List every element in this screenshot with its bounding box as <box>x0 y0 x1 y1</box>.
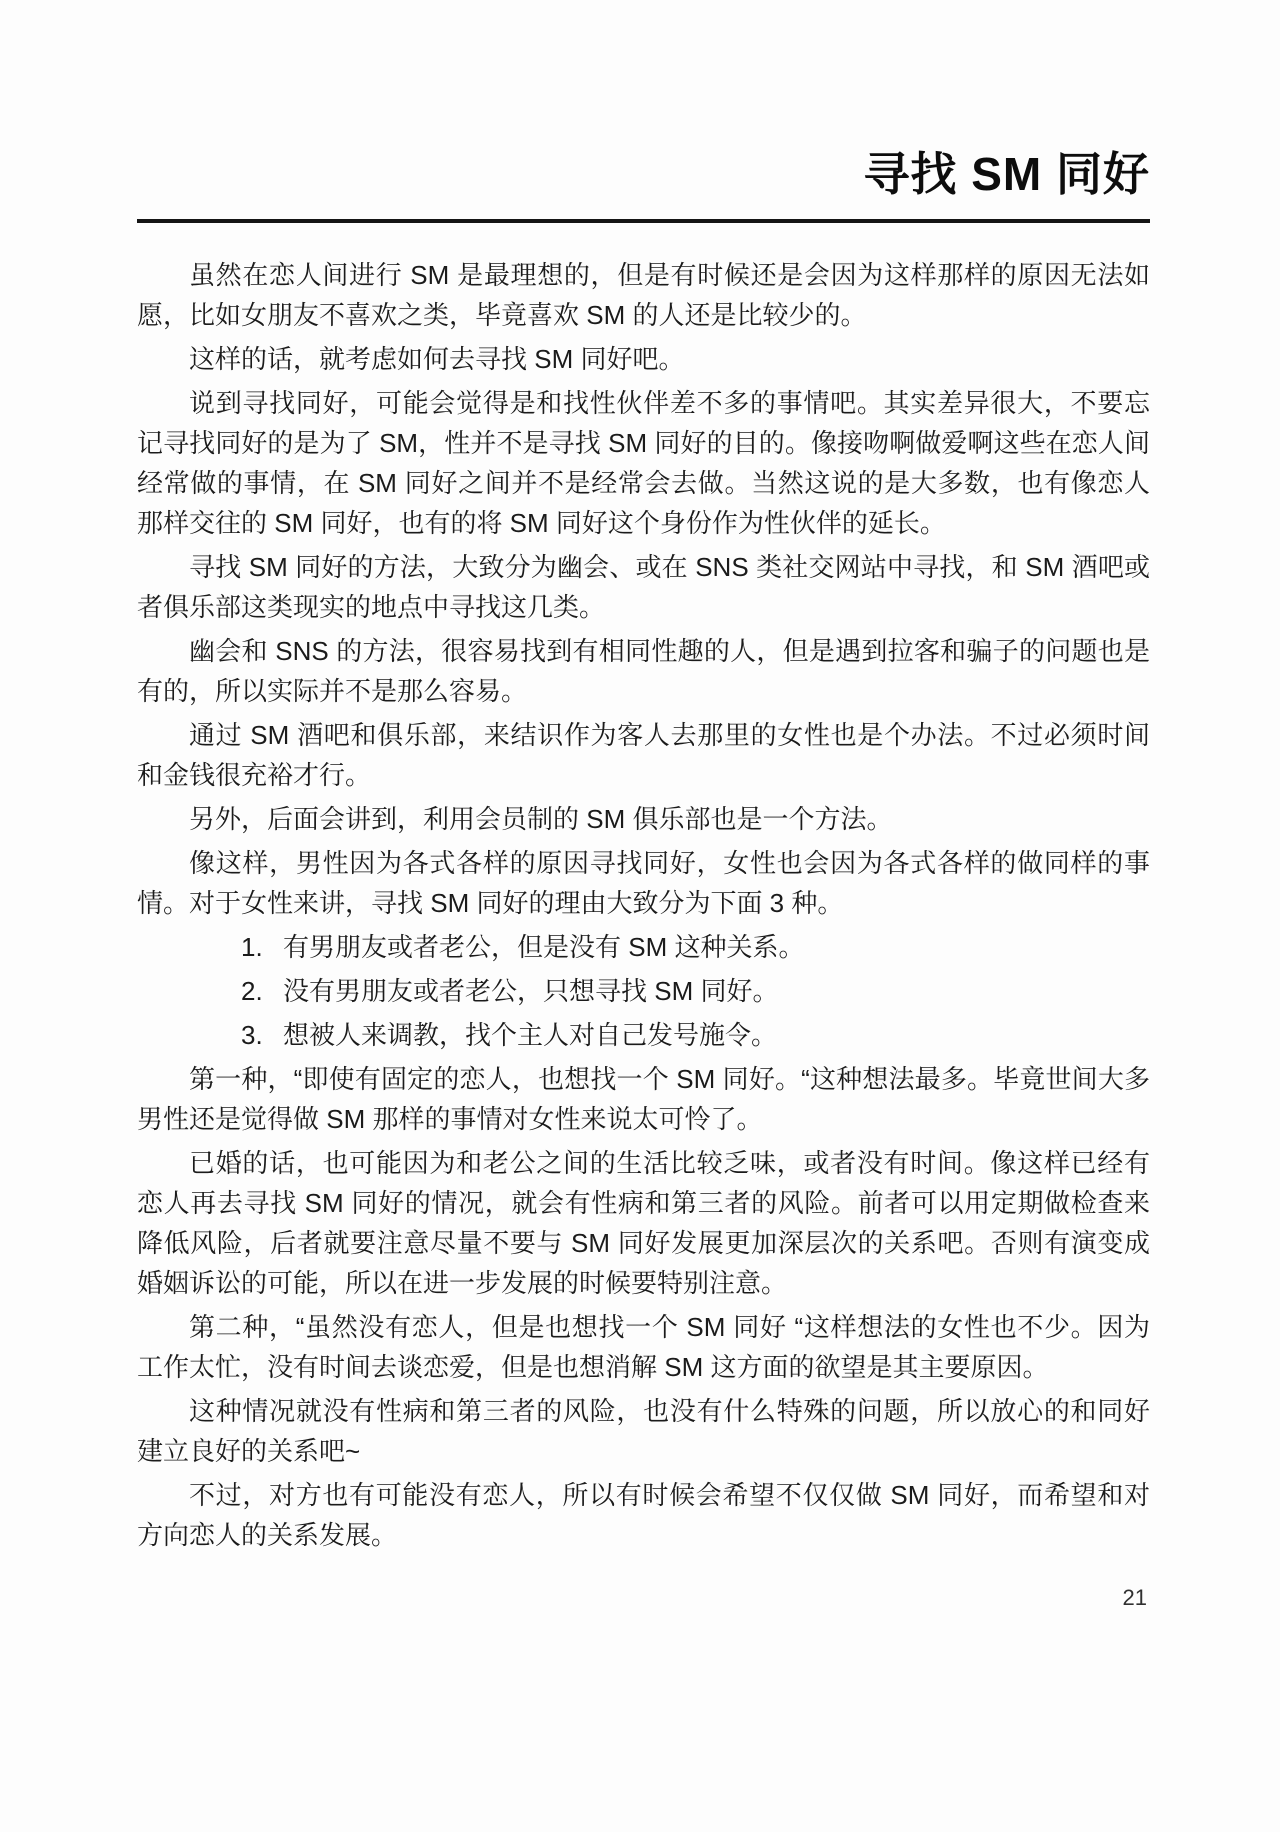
paragraph: 已婚的话，也可能因为和老公之间的生活比较乏味，或者没有时间。像这样已经有恋人再去寻找 SM 同好的情况，就会有性病和第三者的风险。前者可以用定期做检查来降低风险，后者就要注意尽量不要与 SM 同好发展更加深层次的关系吧。否则有演变成婚姻诉讼的可能，所以在进一步发展的时候要特别注意。 <box>137 1147 1150 1298</box>
paragraph: 第一种，“即使有固定的恋人，也想找一个 SM 同好。“这种想法最多。毕竟世间大多男性还是觉得做 SM 那样的事情对女性来说太可怜了。 <box>137 1063 1150 1134</box>
paragraph: 寻找 SM 同好的方法，大致分为幽会、或在 SNS 类社交网站中寻找，和 SM 酒吧或者俱乐部这类现实的地点中寻找这几类。 <box>137 551 1150 622</box>
paragraph: 这种情况就没有性病和第三者的风险，也没有什么特殊的问题，所以放心的和同好建立良好的关系吧~ <box>137 1395 1150 1466</box>
list-item-number: 3. <box>241 1019 263 1050</box>
list-item-number: 2. <box>241 975 263 1006</box>
list-item-text: 没有男朋友或者老公，只想寻找 SM 同好。 <box>283 975 779 1006</box>
body-text <box>137 255 1150 1555</box>
paragraph: 通过 SM 酒吧和俱乐部，来结识作为客人去那里的女性也是个办法。不过必须时间和金钱很充裕才行。 <box>137 719 1150 790</box>
list-item-text: 想被人来调教，找个主人对自己发号施令。 <box>283 1019 778 1050</box>
list-item-number: 1. <box>241 931 263 962</box>
paragraph: 幽会和 SNS 的方法，很容易找到有相同性趣的人，但是遇到拉客和骗子的问题也是有的，所以实际并不是那么容易。 <box>137 635 1150 706</box>
paragraph: 第二种，“虽然没有恋人，但是也想找一个 SM 同好 “这样想法的女性也不少。因为工作太忙，没有时间去谈恋爱，但是也想消解 SM 这方面的欲望是其主要原因。 <box>137 1311 1150 1382</box>
title-rule <box>137 219 1150 223</box>
page-number: 21 <box>1122 1585 1147 1610</box>
paragraph: 像这样，男性因为各式各样的原因寻找同好，女性也会因为各式各样的做同样的事情。对于女性来讲，寻找 SM 同好的理由大致分为下面 3 种。 <box>137 847 1150 918</box>
list-item <box>137 1015 1150 1055</box>
paragraph: 说到寻找同好，可能会觉得是和找性伙伴差不多的事情吧。其实差异很大，不要忘记寻找同好的是为了 SM，性并不是寻找 SM 同好的目的。像接吻啊做爱啊这些在恋人间经常做的事情，在 SM 同好之间并不是经常会去做。当然这说的是大多数，也有像恋人那样交往的 SM 同好，也有的将 SM 同好这个身份作为性伙伴的延长。 <box>137 387 1150 538</box>
list-item-text: 有男朋友或者老公，但是没有 SM 这种关系。 <box>283 931 805 962</box>
paragraph: 另外，后面会讲到，利用会员制的 SM 俱乐部也是一个方法。 <box>189 803 893 834</box>
paragraph: 这样的话，就考虑如何去寻找 SM 同好吧。 <box>189 343 685 374</box>
paragraph: 虽然在恋人间进行 SM 是最理想的，但是有时候还是会因为这样那样的原因无法如愿，比如女朋友不喜欢之类，毕竟喜欢 SM 的人还是比较少的。 <box>137 259 1150 330</box>
list-item <box>137 927 1150 967</box>
list-item <box>137 971 1150 1011</box>
paragraph: 不过，对方也有可能没有恋人，所以有时候会希望不仅仅做 SM 同好，而希望和对方向恋人的关系发展。 <box>137 1479 1150 1550</box>
page-title: 寻找 SM 同好 <box>863 148 1150 200</box>
page-content <box>137 148 1150 1559</box>
numbered-list <box>137 927 1150 1055</box>
